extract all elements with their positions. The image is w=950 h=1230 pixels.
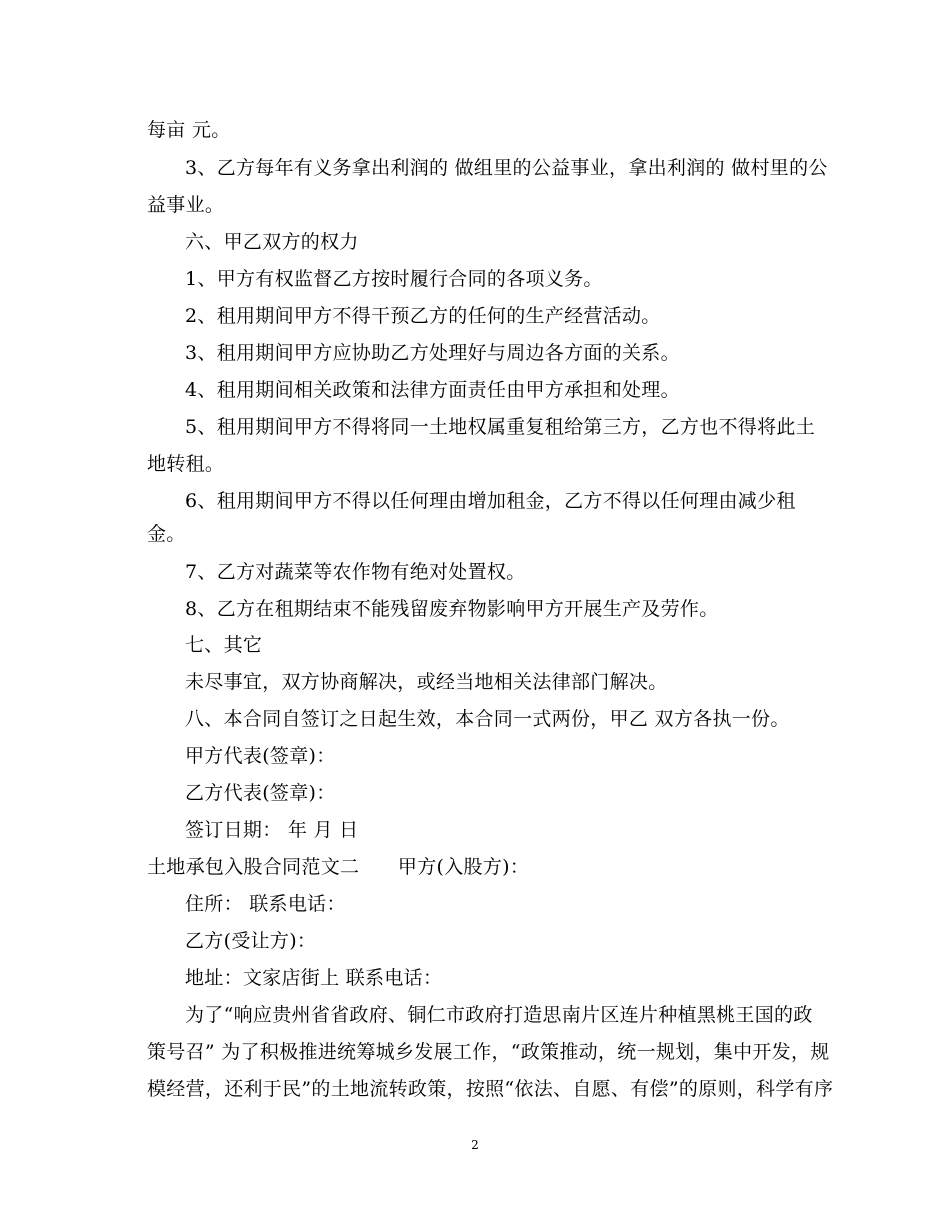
text-line: 地转租。 xyxy=(147,453,225,475)
document-heading: 土地承包入股合同范文二 甲方(入股方)： xyxy=(147,856,530,878)
text-line: 1、甲方有权监督乙方按时履行合同的各项义务。 xyxy=(185,268,603,290)
text-line: 模经营，还利于民”的土地流转政策，按照“依法、自愿、有偿”的原则，科学有序 xyxy=(147,1078,834,1100)
signature-line: 乙方代表(签章)： xyxy=(185,782,336,804)
date-line: 签订日期： 年 月 日 xyxy=(185,819,359,841)
text-line: 金。 xyxy=(147,523,186,545)
signature-line: 甲方代表(签章)： xyxy=(185,745,336,767)
text-line: 住所： 联系电话： xyxy=(185,893,346,915)
text-line: 2、租用期间甲方不得干预乙方的任何的生产经营活动。 xyxy=(185,305,661,327)
text-line: 7、乙方对蔬菜等农作物有绝对处置权。 xyxy=(185,561,526,583)
text-line: 8、乙方在租期结束不能残留废弃物影响甲方开展生产及劳作。 xyxy=(185,598,719,620)
text-line: 每亩 元。 xyxy=(147,119,231,141)
page-number: 2 xyxy=(471,1138,479,1152)
text-line: 3、乙方每年有义务拿出利润的 做组里的公益事业，拿出利润的 做村里的公 xyxy=(185,157,828,179)
section-heading: 七、其它 xyxy=(185,634,263,656)
section-heading: 六、甲乙双方的权力 xyxy=(185,231,359,253)
text-line: 4、租用期间相关政策和法律方面责任由甲方承担和处理。 xyxy=(185,379,680,401)
text-line: 6、租用期间甲方不得以任何理由增加租金，乙方不得以任何理由减少租 xyxy=(185,490,796,512)
text-line: 益事业。 xyxy=(147,194,225,216)
text-line: 为了“响应贵州省省政府、铜仁市政府打造思南片区连片种植黑桃王国的政 xyxy=(185,1004,813,1026)
text-line: 3、租用期间甲方应协助乙方处理好与周边各方面的关系。 xyxy=(185,342,680,364)
text-line: 地址：文家店街上 联系电话： xyxy=(185,967,443,989)
text-line: 八、本合同自签订之日起生效，本合同一式两份，甲乙 双方各执一份。 xyxy=(185,708,790,730)
text-line: 策号召” 为了积极推进统筹城乡发展工作，“政策推动，统一规划，集中开发，规 xyxy=(147,1041,830,1063)
text-line: 未尽事宜，双方协商解决，或经当地相关法律部门解决。 xyxy=(185,671,668,693)
text-line: 乙方(受让方)： xyxy=(185,930,317,952)
text-line: 5、租用期间甲方不得将同一土地权属重复租给第三方，乙方也不得将此土 xyxy=(185,416,815,438)
